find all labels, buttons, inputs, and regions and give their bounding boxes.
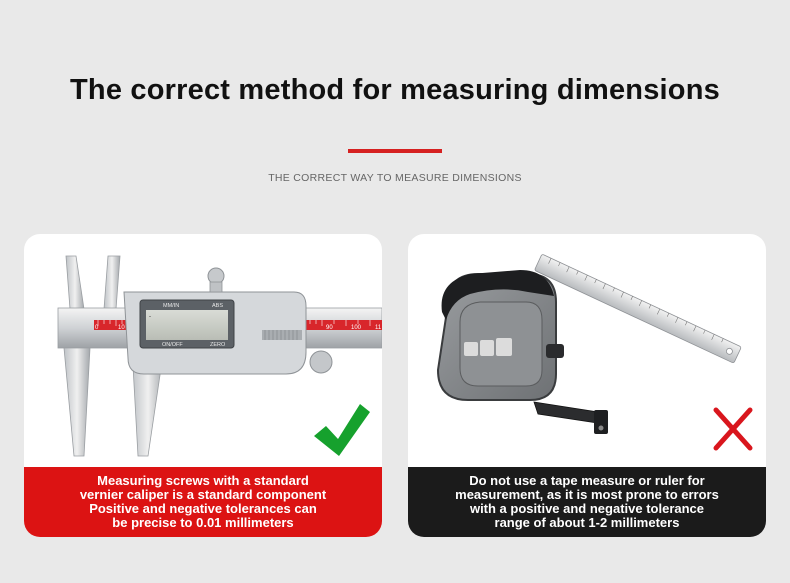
caliper-grip — [262, 330, 302, 340]
display-label: ABS — [212, 303, 224, 309]
display-label: MM/IN — [163, 303, 180, 309]
correct-method-card — [24, 234, 382, 537]
scale-number: 100 — [351, 325, 362, 331]
caption-line: measurement, as it is most prone to errors — [455, 487, 719, 502]
display-label: ZERO — [210, 342, 226, 348]
caliper-fine-adjust-wheel — [310, 351, 332, 373]
scale-number: 90 — [326, 325, 333, 331]
caption-line: be precise to 0.01 millimeters — [112, 515, 294, 530]
page-title: The correct method for measuring dimensions — [70, 74, 720, 106]
caliper-upper-jaw-sliding — [104, 256, 120, 309]
caliper-upper-jaw-fixed — [66, 256, 84, 309]
caption-line: Do not use a tape measure or ruler for — [469, 473, 705, 488]
caption-line: range of about 1-2 millimeters — [494, 515, 680, 530]
check-mark-icon — [314, 404, 370, 456]
scale-number: 0 — [95, 325, 99, 331]
accent-divider — [348, 149, 442, 153]
steel-ruler — [534, 254, 741, 363]
caliper-lcd — [146, 310, 228, 340]
wrong-method-caption — [408, 467, 766, 537]
caliper-illustration — [24, 234, 382, 467]
tape-blade — [534, 402, 604, 424]
correct-method-caption — [24, 467, 382, 537]
caption-line: Measuring screws with a standard — [97, 473, 309, 488]
caliper-lower-jaw-fixed — [64, 348, 90, 456]
caption-line: Positive and negative tolerances can — [89, 501, 317, 516]
caption-line: vernier caliper is a standard component — [79, 487, 327, 502]
caption-line: with a positive and negative tolerance — [469, 501, 705, 516]
display-label: ON/OFF — [162, 342, 183, 348]
lcd-minus-sign: - — [149, 314, 151, 320]
page-subtitle: THE CORRECT WAY TO MEASURE DIMENSIONS — [268, 172, 522, 184]
scale-number: 11 — [375, 325, 382, 331]
tape-measure-illustration — [408, 234, 766, 467]
tape-lock-button — [546, 344, 564, 358]
cross-mark-icon — [716, 410, 750, 448]
scale-number: 10 — [118, 325, 125, 331]
wrong-method-card — [408, 234, 766, 537]
